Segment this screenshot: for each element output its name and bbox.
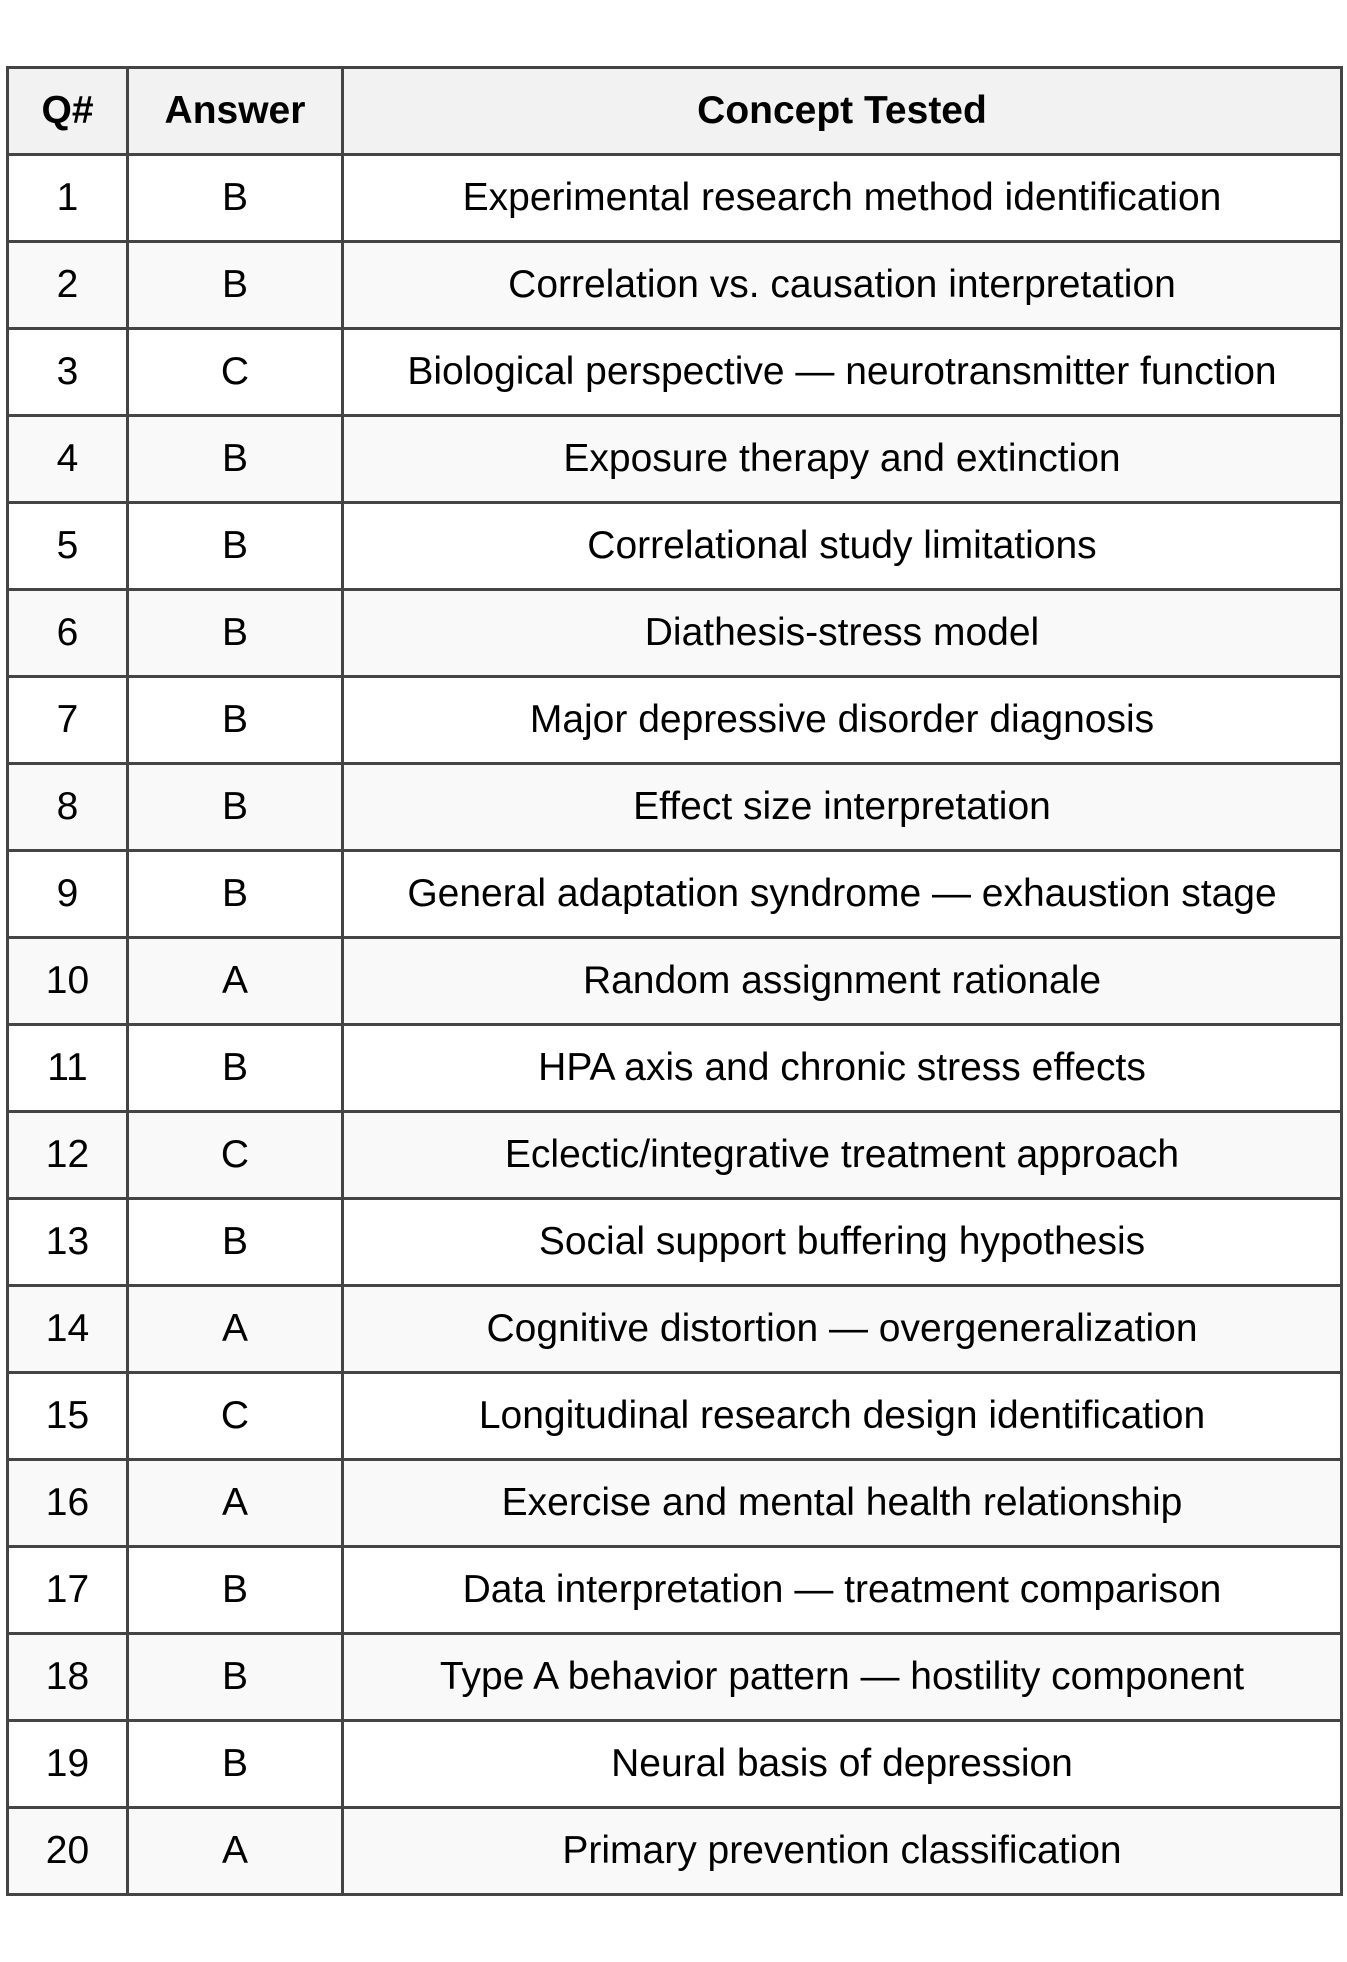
table-row <box>8 155 1342 242</box>
answer-cell: B <box>128 1721 343 1808</box>
answer-cell: C <box>128 1373 343 1460</box>
concept-cell: Exercise and mental health relationship <box>343 1460 1342 1547</box>
answer-cell: B <box>128 1199 343 1286</box>
answer-cell: A <box>128 1808 343 1895</box>
answer-cell: B <box>128 677 343 764</box>
answer-cell: A <box>128 1286 343 1373</box>
header-concept-tested: Concept Tested <box>343 68 1342 155</box>
table-row <box>8 1199 1342 1286</box>
concept-cell: General adaptation syndrome — exhaustion stage <box>343 851 1342 938</box>
question-number-cell: 14 <box>8 1286 128 1373</box>
answer-cell: B <box>128 1547 343 1634</box>
table-row <box>8 938 1342 1025</box>
concept-cell: HPA axis and chronic stress effects <box>343 1025 1342 1112</box>
concept-cell: Major depressive disorder diagnosis <box>343 677 1342 764</box>
table-row <box>8 1547 1342 1634</box>
answer-cell: B <box>128 242 343 329</box>
concept-cell: Cognitive distortion — overgeneralization <box>343 1286 1342 1373</box>
question-number-cell: 11 <box>8 1025 128 1112</box>
concept-cell: Longitudinal research design identification <box>343 1373 1342 1460</box>
table-header <box>8 68 1342 155</box>
table-row <box>8 1634 1342 1721</box>
table-row <box>8 1721 1342 1808</box>
question-number-cell: 4 <box>8 416 128 503</box>
table-row <box>8 851 1342 938</box>
answer-cell: B <box>128 590 343 677</box>
question-number-cell: 1 <box>8 155 128 242</box>
answer-cell: C <box>128 1112 343 1199</box>
question-number-cell: 9 <box>8 851 128 938</box>
header-question-number: Q# <box>8 68 128 155</box>
concept-cell: Correlational study limitations <box>343 503 1342 590</box>
concept-cell: Exposure therapy and extinction <box>343 416 1342 503</box>
question-number-cell: 18 <box>8 1634 128 1721</box>
question-number-cell: 3 <box>8 329 128 416</box>
table-row <box>8 764 1342 851</box>
answer-key-table <box>6 66 1343 1896</box>
question-number-cell: 10 <box>8 938 128 1025</box>
answer-cell: A <box>128 1460 343 1547</box>
answer-cell: B <box>128 851 343 938</box>
concept-cell: Social support buffering hypothesis <box>343 1199 1342 1286</box>
table-row <box>8 1286 1342 1373</box>
table-row <box>8 329 1342 416</box>
concept-cell: Diathesis-stress model <box>343 590 1342 677</box>
concept-cell: Data interpretation — treatment comparison <box>343 1547 1342 1634</box>
table-row <box>8 242 1342 329</box>
question-number-cell: 12 <box>8 1112 128 1199</box>
header-answer: Answer <box>128 68 343 155</box>
table-row <box>8 1025 1342 1112</box>
concept-cell: Type A behavior pattern — hostility component <box>343 1634 1342 1721</box>
answer-cell: B <box>128 155 343 242</box>
question-number-cell: 13 <box>8 1199 128 1286</box>
question-number-cell: 8 <box>8 764 128 851</box>
concept-cell: Eclectic/integrative treatment approach <box>343 1112 1342 1199</box>
answer-cell: B <box>128 416 343 503</box>
table-row <box>8 677 1342 764</box>
question-number-cell: 19 <box>8 1721 128 1808</box>
question-number-cell: 17 <box>8 1547 128 1634</box>
question-number-cell: 5 <box>8 503 128 590</box>
question-number-cell: 6 <box>8 590 128 677</box>
table-row <box>8 1112 1342 1199</box>
table-row <box>8 1808 1342 1895</box>
question-number-cell: 7 <box>8 677 128 764</box>
concept-cell: Experimental research method identification <box>343 155 1342 242</box>
answer-cell: B <box>128 1025 343 1112</box>
header-row <box>8 68 1342 155</box>
answer-cell: C <box>128 329 343 416</box>
question-number-cell: 2 <box>8 242 128 329</box>
question-number-cell: 15 <box>8 1373 128 1460</box>
table-row <box>8 416 1342 503</box>
table-row <box>8 503 1342 590</box>
answer-cell: B <box>128 1634 343 1721</box>
table-row <box>8 590 1342 677</box>
concept-cell: Random assignment rationale <box>343 938 1342 1025</box>
concept-cell: Primary prevention classification <box>343 1808 1342 1895</box>
answer-cell: B <box>128 503 343 590</box>
question-number-cell: 16 <box>8 1460 128 1547</box>
answer-cell: B <box>128 764 343 851</box>
concept-cell: Effect size interpretation <box>343 764 1342 851</box>
answer-cell: A <box>128 938 343 1025</box>
table-row <box>8 1460 1342 1547</box>
concept-cell: Correlation vs. causation interpretation <box>343 242 1342 329</box>
question-number-cell: 20 <box>8 1808 128 1895</box>
concept-cell: Neural basis of depression <box>343 1721 1342 1808</box>
table-body <box>8 155 1342 1895</box>
table-row <box>8 1373 1342 1460</box>
concept-cell: Biological perspective — neurotransmitter function <box>343 329 1342 416</box>
